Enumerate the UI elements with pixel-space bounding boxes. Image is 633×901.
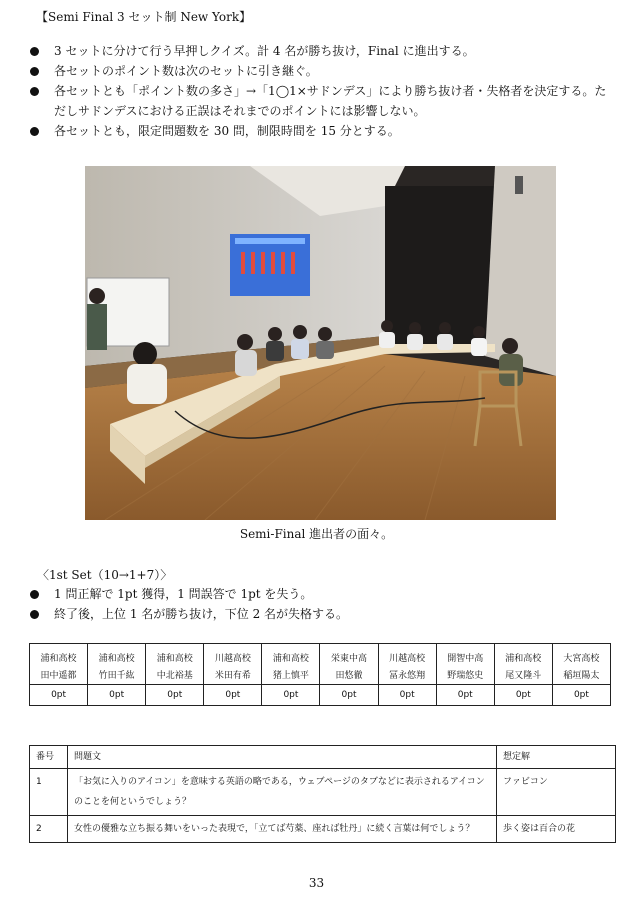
set1-rules-list [30,584,615,624]
player-school: 浦和高校 [146,644,204,665]
player-score: 0pt [494,685,552,706]
question-row [30,769,616,816]
rule-item: 各セットとも「ポイント数の多さ」→「1◯1×サドンデス」により勝ち抜け者・失格者を決定する。ただしサドンデスにおける正誤はそれまでのポイントには影響しない。 [30,81,615,121]
rule-item: 各セットのポイント数は次のセットに引き継ぐ。 [30,61,615,81]
bullet-dot-icon [30,610,39,619]
semifinal-contestants-photo [85,166,556,520]
player-school: 浦和高校 [30,644,88,665]
player-score: 0pt [30,685,88,706]
questions-table [29,745,616,843]
bullet-dot-icon [30,590,39,599]
event-hall-photo [85,166,556,520]
header-number: 番号 [30,746,68,769]
player-name: 尾又隆斗 [494,664,552,685]
player-name: 猪上慎平 [262,664,320,685]
player-school: 川越高校 [378,644,436,665]
rule-item: 各セットとも，限定問題数を 30 問，制限時間を 15 分とする。 [30,121,615,141]
rules-list [30,41,615,141]
player-school: 栄東中高 [320,644,378,665]
player-score: 0pt [262,685,320,706]
rule-item: 3 セットに分けて行う早押しクイズ。計 4 名が勝ち抜け，Final に進出する。 [30,41,615,61]
player-score: 0pt [552,685,610,706]
bullet-dot-icon [30,127,39,136]
name-row [30,664,611,685]
question-row [30,816,616,843]
header-question: 問題文 [68,746,497,769]
player-school: 大宮高校 [552,644,610,665]
question-number: 1 [30,769,68,816]
player-name: 冨永悠翔 [378,664,436,685]
player-school: 浦和高校 [88,644,146,665]
player-school: 浦和高校 [494,644,552,665]
score-row [30,685,611,706]
page-number: 33 [308,876,325,890]
question-text: 女性の優雅な立ち振る舞いをいった表現で，「立てば芍薬、座れば牡丹」に続く言葉は何でしょう？ [68,816,497,843]
player-name: 米田有希 [204,664,262,685]
player-name: 竹田千紘 [88,664,146,685]
bullet-dot-icon [30,67,39,76]
question-answer: 歩く姿は百合の花 [497,816,616,843]
player-score: 0pt [436,685,494,706]
header-answer: 想定解 [497,746,616,769]
set1-title: 〈1st Set（10→1+7）〉 [37,568,173,582]
question-answer: ファビコン [497,769,616,816]
bullet-dot-icon [30,47,39,56]
section-heading: 【Semi Final 3 セット制 New York】 [36,10,252,24]
set1-rule-item: 1 問正解で 1pt 獲得，1 問誤答で 1pt を失う。 [30,584,615,604]
player-school: 浦和高校 [262,644,320,665]
set1-rule-item: 終了後，上位 1 名が勝ち抜け，下位 2 名が失格する。 [30,604,615,624]
school-row [30,644,611,665]
player-name: 田悠徹 [320,664,378,685]
player-name: 稲垣陽太 [552,664,610,685]
player-name: 中北裕基 [146,664,204,685]
players-score-table [29,643,611,706]
question-text: 「お気に入りのアイコン」を意味する英語の略である，ウェブページのタブなどに表示されるアイコンのことを何というでしょう？ [68,769,497,816]
player-school: 開智中高 [436,644,494,665]
bullet-dot-icon [30,87,39,96]
questions-header-row [30,746,616,769]
player-score: 0pt [204,685,262,706]
question-number: 2 [30,816,68,843]
player-school: 川越高校 [204,644,262,665]
player-name: 田中遥都 [30,664,88,685]
photo-caption: Semi-Final 進出者の面々。 [239,527,394,541]
player-score: 0pt [88,685,146,706]
player-score: 0pt [378,685,436,706]
player-score: 0pt [146,685,204,706]
player-score: 0pt [320,685,378,706]
player-name: 野瑞悠史 [436,664,494,685]
